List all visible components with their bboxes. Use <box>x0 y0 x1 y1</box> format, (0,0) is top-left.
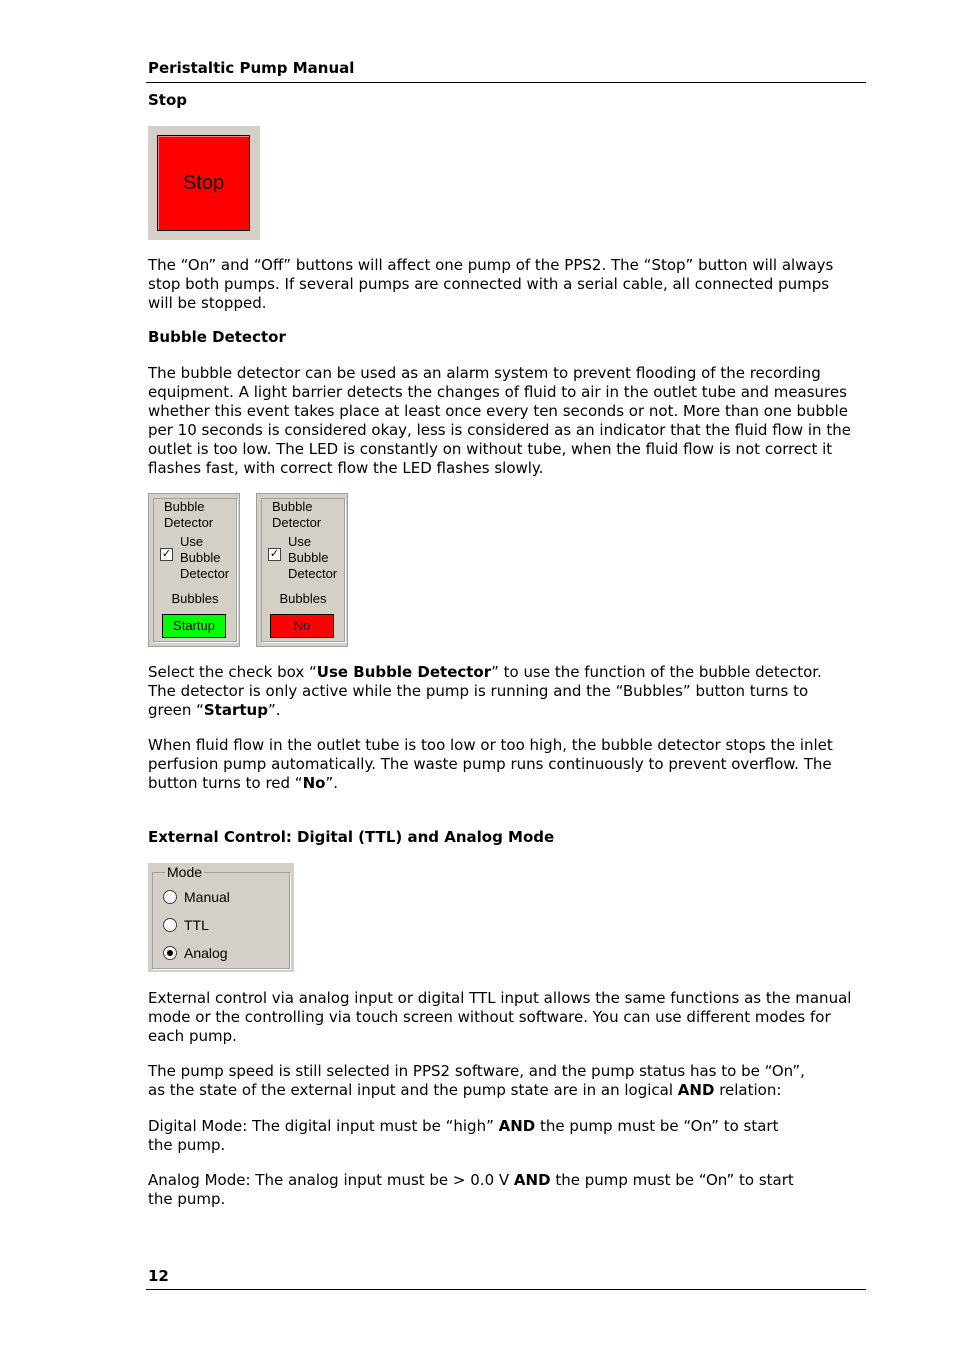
use-bubble-detector-label: Use Bubble Detector <box>180 534 230 581</box>
radio-manual[interactable] <box>163 890 177 904</box>
mode-panel <box>148 863 294 972</box>
header-rule <box>146 82 866 83</box>
text-run: Analog Mode: The analog input must be > 0.0 V <box>148 1171 514 1189</box>
text-run: relation: <box>714 1081 782 1099</box>
text-run: ”. <box>325 774 338 792</box>
bubbles-state-button[interactable]: No <box>270 614 334 638</box>
bold-run: Startup <box>203 701 268 719</box>
stop-paragraph: The “On” and “Off” buttons will affect one pump of the PPS2. The “Stop” button will always stop both pumps. If several pumps are connected with a serial cable, all connected pumps will be stopped. <box>148 256 834 312</box>
stop-screenshot <box>148 126 260 240</box>
use-bubble-detector-label: Use Bubble Detector <box>288 534 338 581</box>
bubble-panel-startup <box>148 493 240 647</box>
text-run: ” to use the function of the bubble detector. The detector is only active while the pump is running and the “Bubbles” button turns to green “ <box>148 663 822 719</box>
bold-run: Use Bubble Detector <box>316 663 492 681</box>
bold-run: AND <box>677 1081 715 1099</box>
radio-manual-label: Manual <box>184 889 230 905</box>
bold-run: No <box>302 774 326 792</box>
bubbles-label: Bubbles <box>171 591 219 606</box>
bubble-group-box <box>261 498 345 642</box>
radio-ttl[interactable] <box>163 918 177 932</box>
bubble-usage-paragraph <box>148 663 853 720</box>
bubble-group-title: Bubble Detector <box>270 499 332 531</box>
analog-mode-paragraph <box>148 1171 853 1209</box>
bubbles-label: Bubbles <box>279 591 327 606</box>
radio-analog[interactable] <box>163 946 177 960</box>
text-run: the pump must be “On” to start <box>535 1117 779 1135</box>
text-run: the pump. <box>148 1190 226 1208</box>
mode-group-box <box>152 864 290 969</box>
stop-heading: Stop <box>148 91 188 109</box>
external-paragraph-2 <box>148 1062 853 1100</box>
text-run: Digital Mode: The digital input must be “high” <box>148 1117 499 1135</box>
external-heading: External Control: Digital (TTL) and Analog Mode <box>148 828 555 846</box>
page-number: 12 <box>148 1267 169 1285</box>
mode-group-title: Mode <box>167 864 203 880</box>
use-bubble-detector-checkbox[interactable] <box>268 548 281 561</box>
digital-mode-paragraph <box>148 1117 853 1155</box>
use-bubble-detector-checkbox[interactable] <box>160 548 173 561</box>
text-run: as the state of the external input and the pump state are in an logical <box>148 1081 678 1099</box>
radio-analog-label: Analog <box>184 945 228 961</box>
stop-button[interactable]: Stop <box>157 135 250 231</box>
text-run: Select the check box “ <box>148 663 317 681</box>
bold-run: AND <box>513 1171 551 1189</box>
bubble-stop-paragraph <box>148 736 853 793</box>
text-run: The pump speed is still selected in PPS2 software, and the pump status has to be “On”, <box>148 1062 805 1080</box>
bubble-heading: Bubble Detector <box>148 328 286 346</box>
text-run: the pump. <box>148 1136 226 1154</box>
bubble-group-title: Bubble Detector <box>162 499 224 531</box>
external-paragraph-1: External control via analog input or digital TTL input allows the same functions as the manual mode or the controlling via touch screen without software. You can use different modes for each pump. <box>148 989 852 1045</box>
radio-ttl-label: TTL <box>184 917 209 933</box>
footer-rule <box>146 1289 866 1290</box>
bubbles-state-button[interactable]: Startup <box>162 614 226 638</box>
bubble-panel-no <box>256 493 348 647</box>
text-run: ”. <box>267 701 281 719</box>
checkmark-icon: ✓ <box>161 548 172 560</box>
checkmark-icon: ✓ <box>269 548 280 560</box>
running-header: Peristaltic Pump Manual <box>148 59 355 77</box>
bubble-paragraph: The bubble detector can be used as an alarm system to prevent flooding of the recording equipment. A light barrier detects the changes of fluid to air in the outlet tube and measures whether this event takes place at least once every ten seconds or not. More than one bubble per 10 seconds is considered okay, less is considered as an indicator that the fluid flow in the outlet is too low. The LED is constantly on without tube, when the fluid flow is not correct it flashes fast, with correct flow the LED flashes slowly. <box>148 364 851 477</box>
bubble-group-box <box>153 498 237 642</box>
bold-run: AND <box>498 1117 536 1135</box>
text-run: the pump must be “On” to start <box>550 1171 794 1189</box>
text-run: When fluid flow in the outlet tube is too low or too high, the bubble detector stops the inlet perfusion pump automatically. The waste pump runs continuously to prevent overflow. The button turns to red “ <box>148 736 833 792</box>
